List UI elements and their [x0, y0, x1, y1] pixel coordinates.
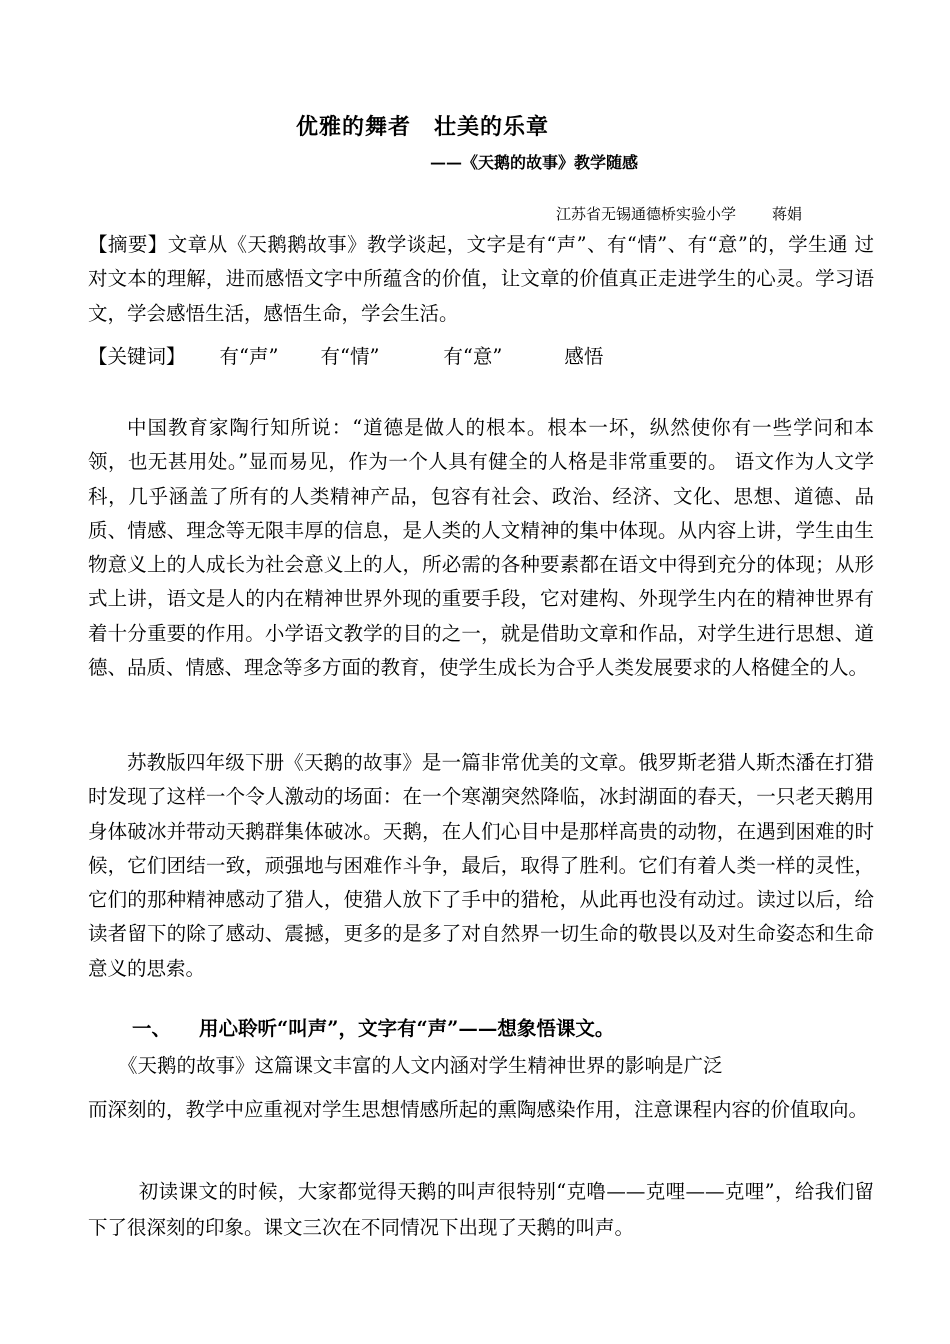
section-paragraph-continued: 而深刻的，教学中应重视对学生思想情感所起的熏陶感染作用，注意课程内容的价值取向。	[88, 1098, 869, 1121]
body-paragraph: 中国教育家陶行知所说：“道德是做人的根本。根本一坏，纵然使你有一些学问和本领，也无甚用处。”显而易见，作为一个人具有健全的人格是非常重要的。 语文作为人文学科，几乎涵盖了所有的人类精神产品，包容有社会、政治、经济、文化、思想、道德、品质、情感、理念等无限丰厚的信息，是人类的人文精神的集中体现。从内容上讲，学生由生物意义上的人成长为社会意义上的人，所必需的各种要素都在语文中得到充分的体现；从形式上讲，语文是人的内在精神世界外现的重要手段，它对建构、外现学生内在的精神世界有着十分重要的作用。小学语文教学的目的之一，就是借助文章和作品，对学生进行思想、道德、品质、情感、理念等多方面的教育，使学生成长为合乎人类发展要求的人格健全的人。	[88, 416, 874, 680]
keywords-label: 【关键词】	[88, 345, 186, 368]
keyword-item: 有“声”	[219, 345, 279, 368]
body-paragraph: 苏教版四年级下册《天鹅的故事》是一篇非常优美的文章。俄罗斯老猎人斯杰潘在打猎时发现了这样一个令人激动的场面：在一个寒潮突然降临，冰封湖面的春天，一只老天鹅用身体破冰并带动天鹅群集体破冰。天鹅，在人们心目中是那样高贵的动物，在遇到困难的时候，它们团结一致，顽强地与困难作斗争，最后，取得了胜利。它们有着人类一样的灵性，它们的那种精神感动了猎人，使猎人放下了手中的猎枪，从此再也没有动过。读过以后，给读者留下的除了感动、震撼，更多的是多了对自然界一切生命的敬畏以及对生命姿态和生命意义的思索。	[88, 751, 874, 980]
keyword-item: 有“意”	[443, 345, 503, 368]
keyword-item: 有“情”	[320, 345, 380, 368]
section-heading	[132, 1012, 614, 1046]
document-subtitle: ——《天鹅的故事》教学随感	[430, 153, 639, 172]
document-title: 优雅的舞者 壮美的乐章	[296, 114, 550, 140]
author-affiliation: 江苏省无锡通德桥实验小学	[556, 205, 737, 223]
author-line	[556, 203, 802, 224]
keyword-item: 感悟	[564, 345, 604, 368]
section-heading-text: 用心聆听“叫声”，文字有“声”——想象悟课文。	[199, 1017, 615, 1040]
section-paragraph: 初读课文的时候，大家都觉得天鹅的叫声很特别“克噜——克哩——克哩”，给我们留下了很深刻的印象。课文三次在不同情况下出现了天鹅的叫声。	[88, 1180, 874, 1239]
author-name: 蒋娟	[772, 205, 803, 223]
abstract-paragraph: 【摘要】文章从《天鹅鹅故事》教学谈起，文字是有“声”、有“情”、有“意”的，学生通 过对文本的理解，进而感悟文字中所蕴含的价值，让文章的价值真正走进学生的心灵。学习语文，学会感悟生活，感悟生命，学会生活。	[88, 233, 874, 325]
keywords-line	[88, 340, 603, 374]
section-number: 一、	[132, 1017, 172, 1040]
section-paragraph-first-line: 《天鹅的故事》这篇课文丰富的人文内涵对学生精神世界的影响是广泛	[118, 1054, 723, 1077]
